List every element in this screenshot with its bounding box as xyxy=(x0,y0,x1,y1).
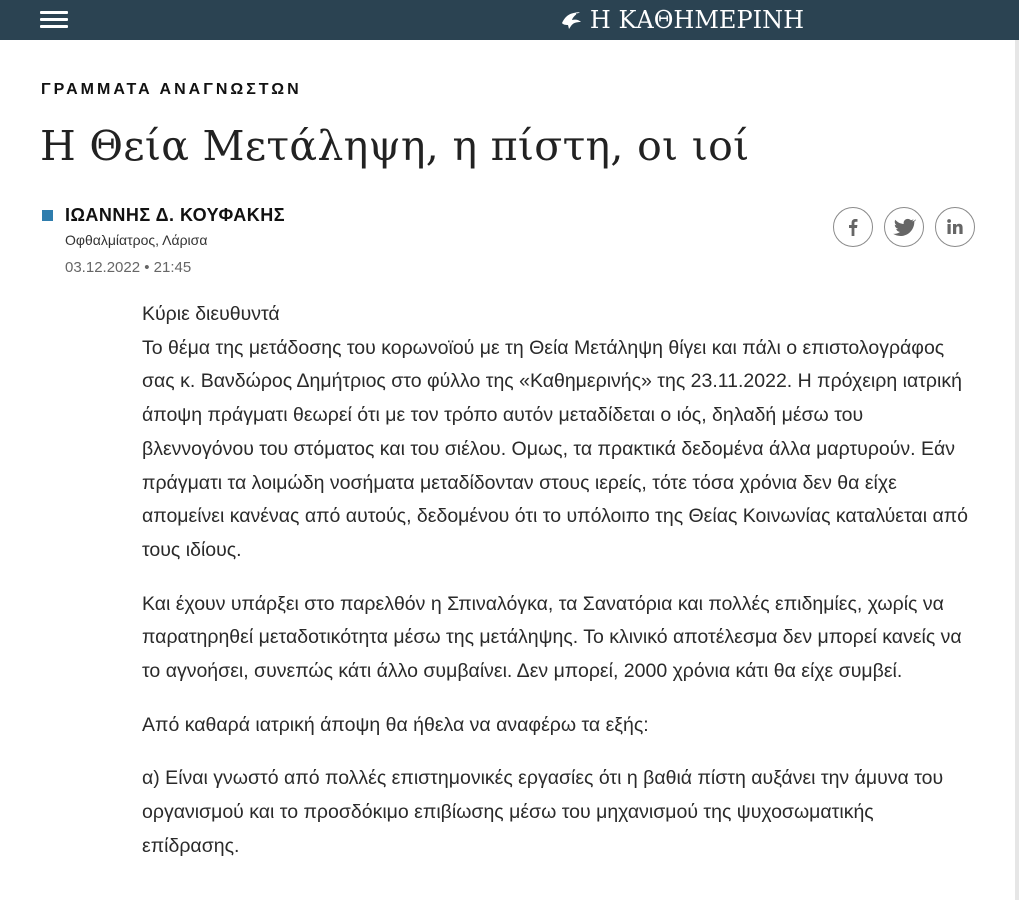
bird-emblem-icon xyxy=(560,9,582,31)
article-salutation: Κύριε διευθυντά xyxy=(142,303,280,325)
article-paragraph: Και έχουν υπάρξει στο παρελθόν η Σπιναλόγκα, τα Σανατόρια και πολλές επιδημίες, χωρίς να παρατηρηθεί μεταδοτικότητα μέσω της μετάληψης. Το κλινικό αποτέλεσμα δεν μπορεί κανείς να το αγνοήσει, συνεπώς κάτι άλλο συμβαίνει. Δεν μπορεί, 2000 χρόνια κάτι θα είχε συμβεί. xyxy=(142,592,962,683)
article-body xyxy=(142,298,972,884)
top-navigation-bar xyxy=(0,0,1019,40)
section-label[interactable]: ΓΡΑΜΜΑΤΑ ΑΝΑΓΝΩΣΤΩΝ xyxy=(41,81,302,98)
share-twitter-button[interactable] xyxy=(884,207,924,247)
article-paragraph: α) Είναι γνωστό από πολλές επιστημονικές εργασίες ότι η βαθιά πίστη αυξάνει την άμυνα του οργανισμού και το προσδόκιμο επιβίωσης μέσω του μηχανισμού της ψυχοσωματικής επίδρασης. xyxy=(142,767,944,857)
hamburger-line xyxy=(40,25,68,28)
publish-date: 03.12.2022 • 21:45 xyxy=(65,259,192,276)
author-role: Οφθαλμίατρος, Λάρισα xyxy=(65,232,208,248)
facebook-icon xyxy=(842,216,864,238)
article-paragraph: Το θέμα της μετάδοσης του κορωνοϊού με τη Θεία Μετάληψη θίγει και πάλι ο επιστολογράφος σας κ. Βανδώρος Δημήτριος στο φύλλο της «Καθημερινής» της 23.11.2022. Η πρόχειρη ιατρική άποψη πράγματι θεωρεί ότι με τον τρόπο αυτόν μεταδίδεται ο ιός, δηλαδή μέσω του βλεννογόνου του στόματος και του σιέλου. Ομως, τα πρακτικά δεδομένα άλλα μαρτυρούν. Εάν πράγματι τα λοιμώδη νοσήματα μεταδίδονταν στους ιερείς, τότε τόσα χρόνια δεν θα είχε απομείνει κανένας από αυτούς, δεδομένου ότι το υπόλοιπο της Θείας Κοινωνίας καταλύεται από τους ιδίους. xyxy=(142,336,969,561)
linkedin-icon xyxy=(945,217,965,237)
site-logo-text: Η ΚΑΘΗΜΕΡΙΝΗ xyxy=(589,6,804,34)
hamburger-line xyxy=(40,11,68,14)
article-paragraph: Από καθαρά ιατρική άποψη θα ήθελα να αναφέρω τα εξής: xyxy=(142,713,649,736)
hamburger-line xyxy=(40,18,68,21)
twitter-icon xyxy=(892,215,916,239)
site-logo[interactable] xyxy=(560,5,804,35)
page-edge xyxy=(1015,40,1019,900)
article-title: Η Θεία Μετάληψη, η πίστη, οι ιοί xyxy=(40,122,750,170)
hamburger-menu-icon[interactable] xyxy=(40,11,68,29)
share-facebook-button[interactable] xyxy=(833,207,873,247)
author-name[interactable]: ΙΩΑΝΝΗΣ Δ. ΚΟΥΦΑΚΗΣ xyxy=(65,205,286,225)
share-linkedin-button[interactable] xyxy=(935,207,975,247)
author-marker xyxy=(42,210,53,221)
